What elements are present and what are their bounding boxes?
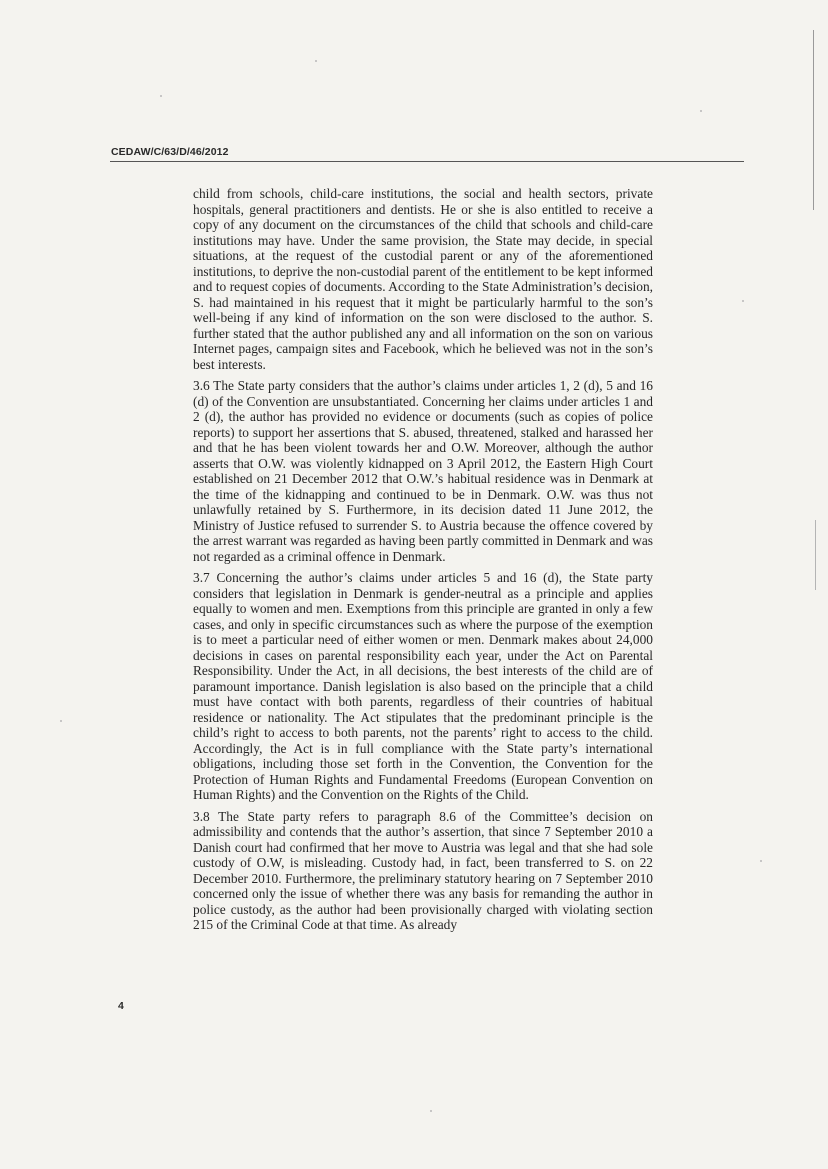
document-symbol: CEDAW/C/63/D/46/2012 xyxy=(111,146,229,158)
paragraph-continuation: child from schools, child-care institutions, the social and health sectors, private hospitals, general practitioners and dentists. He or she is also entitled to receive a copy of any document on the circumstances of the child that schools and child-care institutions may have. Under the same provision, the State may decide, in special situations, at the request of the custodial parent or any of the aforementioned institutions, to deprive the non-custodial parent of the entitlement to be kept informed and to request copies of documents. According to the State Administration’s decision, S. had maintained in his request that it might be particularly harmful to the son’s well-being if any kind of information on the son were disclosed to the author. S. further stated that the author published any and all information on the son on various Internet pages, campaign sites and Facebook, which he believed was not in the son’s best interests. xyxy=(193,186,653,372)
paragraph-3-7: 3.7 Concerning the author’s claims under articles 5 and 16 (d), the State party considers that legislation in Denmark is gender-neutral as a principle and applies equally to women and men. Exemptions from this principle are granted in only a few cases, and only in specific circumstances such as where the purpose of the exemption is to meet a particular need of either women or men. Denmark makes about 24,000 decisions in cases on parental responsibility each year, under the Act on Parental Responsibility. Under the Act, in all decisions, the best interests of the child are of paramount importance. Danish legislation is also based on the principle that a child must have contact with both parents, regardless of their countries of habitual residence or nationality. The Act stipulates that the predominant principle is the child’s right to access to both parents, not the parents’ right to access to the child. Accordingly, the Act is in full compliance with the State party’s international obligations, including those set forth in the Convention, the Convention for the Protection of Human Rights and Fundamental Freedoms (European Convention on Human Rights) and the Convention on the Rights of the Child. xyxy=(193,570,653,802)
page-number: 4 xyxy=(118,1000,124,1012)
paragraph-3-8: 3.8 The State party refers to paragraph 8.6 of the Committee’s decision on admissibility and contends that the author’s assertion, that since 7 September 2010 a Danish court had confirmed that her move to Austria was legal and that she had sole custody of O.W, is misleading. Custody had, in fact, been transferred to S. on 22 December 2010. Furthermore, the preliminary statutory hearing on 7 September 2010 concerned only the issue of whether there was any basis for remanding the author in police custody, as the author had been provisionally charged with violating section 215 of the Criminal Code at that time. As already xyxy=(193,808,653,932)
scan-speck xyxy=(430,1110,432,1112)
scan-edge-line xyxy=(813,30,814,210)
scan-speck xyxy=(160,95,162,97)
scan-speck xyxy=(700,110,702,112)
scan-edge-line xyxy=(815,520,816,590)
scan-speck xyxy=(760,860,762,862)
scan-speck xyxy=(742,300,744,302)
scan-speck xyxy=(60,720,62,722)
body-text xyxy=(193,186,653,939)
header-rule xyxy=(110,161,744,162)
scan-speck xyxy=(315,60,317,62)
paragraph-3-6: 3.6 The State party considers that the author’s claims under articles 1, 2 (d), 5 and 16 (d) of the Convention are unsubstantiated. Concerning her claims under articles 1 and 2 (d), the author has provided no evidence or documents (such as copies of police reports) to support her assertions that S. abused, threatened, stalked and harassed her and that he has been violent towards her and O.W. Moreover, although the author asserts that O.W. was violently kidnapped on 3 April 2012, the Eastern High Court established on 21 December 2012 that O.W.’s habitual residence was in Denmark at the time of the kidnapping and continued to be in Denmark. O.W. was thus not unlawfully retained by S. Furthermore, in its decision dated 11 June 2012, the Ministry of Justice refused to surrender S. to Austria because the offence covered by the arrest warrant was regarded as having been partly committed in Denmark and was not regarded as a criminal offence in Denmark. xyxy=(193,378,653,564)
